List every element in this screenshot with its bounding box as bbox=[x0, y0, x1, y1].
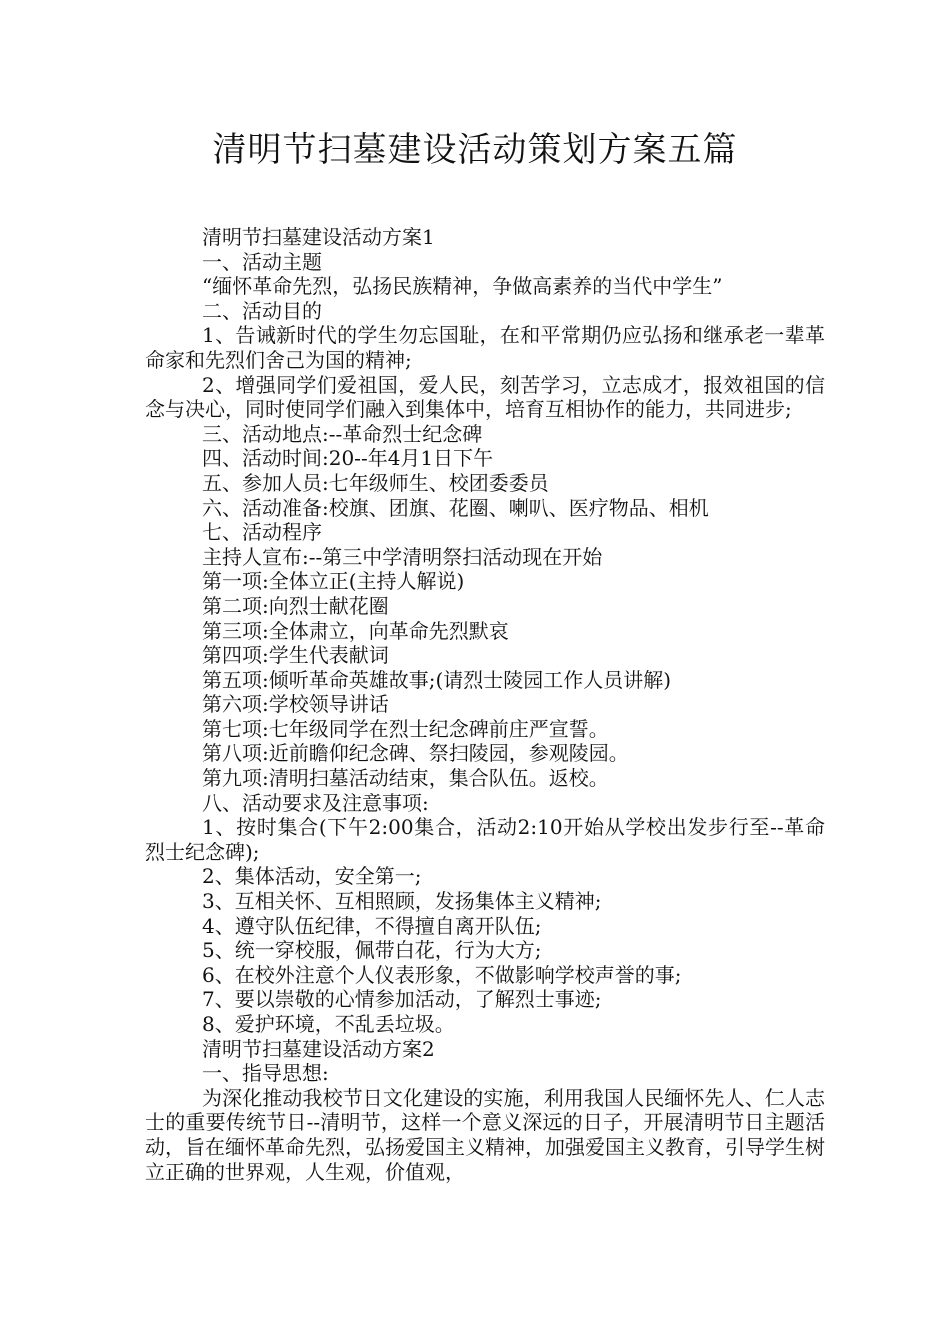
paragraph: 四、活动时间:20--年4月1日下午 bbox=[202, 446, 494, 471]
paragraph: 清明节扫墓建设活动方案2 bbox=[202, 1036, 435, 1061]
paragraph: 第八项:近前瞻仰纪念碑、祭扫陵园，参观陵园。 bbox=[202, 741, 629, 766]
paragraph: 5、统一穿校服，佩带白花，行为大方; bbox=[202, 938, 542, 963]
paragraph: 二、活动目的 bbox=[202, 298, 322, 323]
paragraph: 2、增强同学们爱祖国，爱人民，刻苦学习，立志成才，报效祖国的信念与决心，同时使同学们融入到集体中，培育互相协作的能力，共同进步; bbox=[145, 372, 825, 422]
document-body bbox=[145, 225, 825, 1184]
paragraph: 1、告诫新时代的学生勿忘国耻，在和平常期仍应弘扬和继承老一辈革命家和先烈们舍己为国的精神; bbox=[145, 323, 825, 372]
paragraph: 第五项:倾听革命英雄故事;(请烈士陵园工作人员讲解) bbox=[202, 667, 672, 692]
paragraph: 4、遵守队伍纪律，不得擅自离开队伍; bbox=[202, 913, 542, 938]
paragraph: 第三项:全体肃立，向革命先烈默哀 bbox=[202, 618, 509, 643]
paragraph: 7、要以崇敬的心情参加活动，了解烈士事迹; bbox=[202, 987, 602, 1012]
paragraph: 6、在校外注意个人仪表形象，不做影响学校声誉的事; bbox=[202, 962, 682, 987]
paragraph: 第六项:学校领导讲话 bbox=[202, 692, 389, 717]
paragraph: 第二项:向烈士献花圈 bbox=[202, 593, 389, 618]
paragraph: 主持人宣布:--第三中学清明祭扫活动现在开始 bbox=[202, 544, 603, 569]
paragraph: “缅怀革命先烈，弘扬民族精神，争做高素养的当代中学生” bbox=[202, 274, 723, 299]
paragraph: 3、互相关怀、互相照顾，发扬集体主义精神; bbox=[202, 889, 602, 914]
paragraph: 第四项:学生代表献词 bbox=[202, 643, 389, 668]
document-title: 清明节扫墓建设活动策划方案五篇 bbox=[212, 130, 738, 170]
paragraph: 2、集体活动，安全第一; bbox=[202, 864, 422, 889]
paragraph: 清明节扫墓建设活动方案1 bbox=[202, 225, 435, 249]
paragraph: 三、活动地点:--革命烈士纪念碑 bbox=[202, 421, 483, 446]
paragraph: 第七项:七年级同学在烈士纪念碑前庄严宣誓。 bbox=[202, 716, 609, 741]
paragraph: 为深化推动我校节日文化建设的实施，利用我国人民缅怀先人、仁人志士的重要传统节日--清明节，这样一个意义深远的日子，开展清明节日主题活动，旨在缅怀革命先烈，弘扬爱国主义精神，加强爱国主义教育，引导学生树立正确的世界观，人生观，价值观， bbox=[145, 1085, 825, 1184]
paragraph: 8、爱护环境，不乱丢垃圾。 bbox=[202, 1012, 455, 1036]
paragraph: 一、指导思想: bbox=[202, 1061, 329, 1086]
paragraph: 第一项:全体立正(主持人解说) bbox=[202, 569, 465, 594]
paragraph: 七、活动程序 bbox=[202, 520, 322, 545]
paragraph: 六、活动准备:校旗、团旗、花圈、喇叭、医疗物品、相机 bbox=[202, 495, 709, 520]
paragraph: 八、活动要求及注意事项: bbox=[202, 790, 429, 815]
paragraph: 五、参加人员:七年级师生、校团委委员 bbox=[202, 470, 549, 495]
paragraph: 一、活动主题 bbox=[202, 249, 322, 274]
paragraph: 1、按时集合(下午2:00集合，活动2:10开始从学校出发步行至--革命烈士纪念碑); bbox=[145, 815, 825, 864]
paragraph: 第九项:清明扫墓活动结束，集合队伍。返校。 bbox=[202, 766, 609, 791]
